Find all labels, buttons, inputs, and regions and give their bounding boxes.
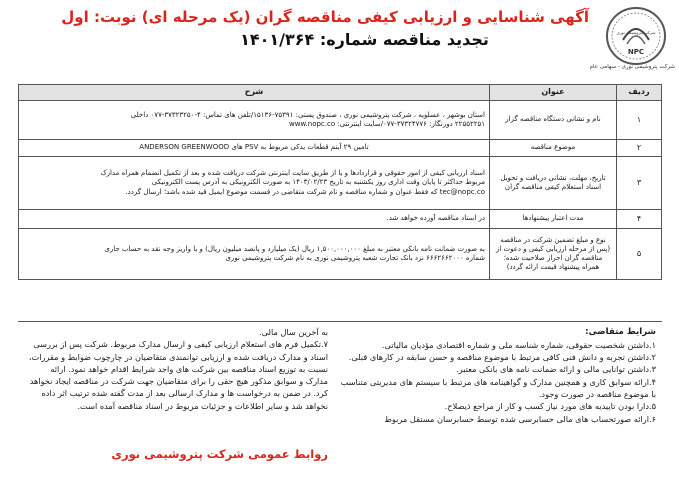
- row-subject: مدت اعتبار پیشنهادها: [490, 210, 617, 229]
- row-description: [19, 210, 490, 229]
- row-subject: تاریخ، مهلت، نشانی دریافت و تحویل اسناد استعلام کیفی مناقصه گران: [490, 157, 617, 210]
- conditions-column-left: [28, 326, 328, 412]
- table-header-row: [19, 85, 662, 101]
- table-row: [19, 229, 662, 280]
- row-description: [19, 157, 490, 210]
- header-row-number: ردیف: [617, 85, 662, 101]
- condition-item: ۴.ارائه سوابق کاری و همچنین مدارک و گواهینامه های مرتبط با سیستم های مدیریتی متناسب با موضوع مناقصه در صورت وجود.: [340, 376, 656, 400]
- row-subject: نوع و مبلغ تضمین شرکت در مناقصه (پس از مرحله ارزیابی کیفی و دعوت از مناقصه گران احراز صلاحیت شده؛ همراه پیشنهاد قیمت ارائه گردد): [490, 229, 617, 280]
- table-row: [19, 140, 662, 157]
- tender-number-title: تجدید مناقصه شماره: ۱۴۰۱/۳۶۴: [240, 30, 489, 49]
- row-number: ۴: [617, 210, 662, 229]
- table-row: [19, 101, 662, 140]
- table-row: [19, 210, 662, 229]
- description-line: تامین ۲۹ آیتم قطعات یدکی مربوط به PSV های ANDERSON GREENWOOD: [139, 143, 369, 152]
- condition-item: ۲.داشتن تجربه و دانش فنی کافی مرتبط با موضوع مناقصه و حسن سابقه در کارهای قبلی.: [348, 352, 656, 363]
- row-description: [19, 140, 490, 157]
- conditions-heading: شرایط متقاضی:: [585, 327, 656, 337]
- row-number: ۳: [617, 157, 662, 210]
- description-line: استان بوشهر ، عسلویه ، شرکت پتروشیمی نوری ، صندوق پستی: ۷۵۳۹۱-۱۵۱۳۶/تلفن های تماس: ۴-۳۷۳۲۳۲۵۰-۰۷۷ داخلی: [130, 110, 485, 119]
- description-line: tec@nopc.co که فقط عنوان و شماره مناقصه و نام شرکت متقاضی در قسمت موضوع ایمیل قید شده باشد؛ ارسال گردد.: [125, 187, 485, 196]
- header-description: شرح: [19, 85, 490, 101]
- row-subject: نام و نشانی دستگاه مناقصه گزار: [490, 101, 617, 140]
- condition-item: ۳.داشتن توانایی مالی و ارائه ضمانت نامه های بانکی معتبر.: [456, 364, 656, 375]
- condition-item: ۷.تکمیل فرم های استعلام ارزیابی کیفی و ارسال مدارک مربوط. شرکت پس از بررسی اسناد و مدارک دریافت شده و ارزیابی توانمندی متقاضیان در چارچوب ضوابط و مقررات، نسبت به توزیع اسناد مناقصه بین شرکت های واجد شرایط اقدام خواهد نمود. ارائه مدارک و سوابق مذکور هیچ حقی را برای متقاضیان جهت شرکت در مناقصه ایجاد نخواهد کرد. در ضمن به درخواست ها و مدارک ارسالی بعد از مدت گفته شده ترتیب اثر داده نخواهد شد و سایر اطلاعات و جزئیات مربوط در اسناد مناقصه آمده است.: [28, 339, 328, 411]
- condition-item: ۶.ارائه صورتحساب های مالی حسابرسی شده توسط حسابرسان مستقل مربوط: [384, 413, 656, 424]
- condition-item: ۵.دارا بودن تاییدیه های مورد نیاز کسب و کار از مراجع ذیصلاح.: [444, 401, 656, 412]
- row-number: ۲: [617, 140, 662, 157]
- row-number: ۵: [617, 229, 662, 280]
- description-line: در اسناد مناقصه آورده خواهد شد.: [386, 214, 485, 223]
- row-description: [19, 101, 490, 140]
- description-line: شماره ۶۶۶۲۶۶۲۰۰۰ نزد بانک تجارت شعبه پتروشیمی نوری به نام شرکت پتروشیمی نوری: [225, 254, 485, 262]
- public-relations-signature: روابط عمومی شرکت پتروشیمی نوری: [111, 447, 328, 461]
- row-number: ۱: [617, 101, 662, 140]
- description-line: اسناد ارزیابی کیفی از امور حقوقی و قراردادها و یا از طریق سایت اینترنتی شرکت دریافت شده و بعد از تکمیل انضمام همراه مدارک: [100, 169, 485, 178]
- header-subject: عنوان: [490, 85, 617, 101]
- description-line: مربوط حداکثر تا پایان وقت اداری روز یکشنبه به تاریخ ۱۴۰۳/۰۲/۲۳ به صورت الکترونیکی به آدرس پست الکترونیکی: [151, 178, 485, 187]
- tender-info-table: [18, 84, 662, 280]
- logo-caption: شرکت پتروشیمی نوری - سهامی عام: [589, 64, 675, 70]
- svg-text:NPC: NPC: [627, 48, 645, 56]
- description-line: به صورت ضمانت نامه بانکی معتبر به مبلغ ۱,۵۰۰,۰۰۰,۰۰۰ ریال (یک میلیارد و پانصد میلیون ریال) و یا واریز وجه نقد به حساب جاری: [104, 244, 485, 253]
- logo-emblem-icon: [601, 4, 671, 68]
- condition-item: ۱.داشتن شخصیت حقوقی، شماره شناسه ملی و شماره اقتصادی مؤدیان مالیاتی.: [381, 339, 656, 350]
- svg-text:شرکت پتروشیمی نوری: شرکت پتروشیمی نوری: [616, 30, 656, 35]
- table-row: [19, 157, 662, 210]
- notice-title: آگهی شناسایی و ارزیابی کیفی مناقصه گران (یک مرحله ای) نوبت: اول: [61, 8, 589, 26]
- row-subject: موضوع مناقصه: [490, 140, 617, 157]
- conditions-section: [18, 321, 662, 479]
- description-line: ۲۲۵۵۲۲۵۱ دورنگار: ۳۷۳۲۴۷۷۶-۰۷۷/سایت اینترنتی: www.nopc.co: [289, 120, 485, 128]
- conditions-column-right: [336, 326, 656, 425]
- row-description: [19, 229, 490, 280]
- company-logo: [601, 4, 671, 68]
- condition-item: به آخرین سال مالی.: [259, 327, 328, 337]
